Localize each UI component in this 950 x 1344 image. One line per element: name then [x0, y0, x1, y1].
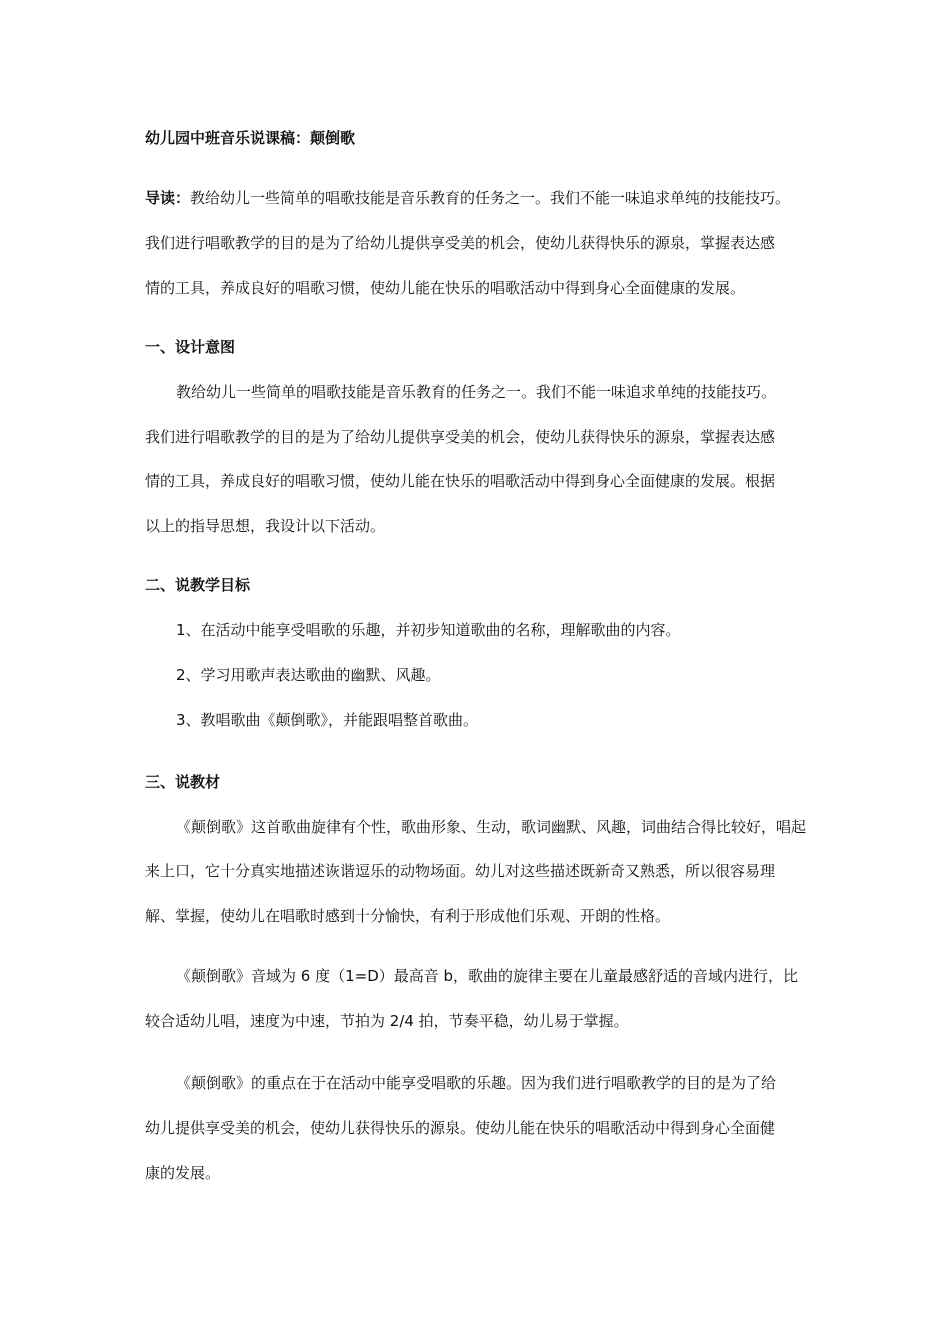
objective-item: 3、教唱歌曲《颠倒歌》，并能跟唱整首歌曲。: [176, 711, 479, 729]
intro-line-3: 情的工具，养成良好的唱歌习惯，使幼儿能在快乐的唱歌活动中得到身心全面健康的发展。: [145, 279, 746, 297]
section-1-line-1: 教给幼儿一些简单的唱歌技能是音乐教育的任务之一。我们不能一味追求单纯的技能技巧。: [176, 383, 777, 401]
section-3-heading: 三、说教材: [145, 773, 221, 791]
objective-item: 1、在活动中能享受唱歌的乐趣，并初步知道歌曲的名称，理解歌曲的内容。: [176, 621, 681, 639]
intro-line-1: [145, 188, 790, 208]
section-3-para3-line-1: 《颠倒歌》的重点在于在活动中能享受唱歌的乐趣。因为我们进行唱歌教学的目的是为了给: [176, 1074, 777, 1092]
intro-text-1: 教给幼儿一些简单的唱歌技能是音乐教育的任务之一。我们不能一味追求单纯的技能技巧。: [190, 189, 791, 207]
section-3-para1-line-1: 《颠倒歌》这首歌曲旋律有个性，歌曲形象、生动，歌词幽默、风趣，词曲结合得比较好，唱起: [176, 818, 807, 836]
section-1-line-3: 情的工具，养成良好的唱歌习惯，使幼儿能在快乐的唱歌活动中得到身心全面健康的发展。根据: [145, 472, 776, 490]
intro-label: 导读：: [145, 189, 191, 207]
document-title: 幼儿园中班音乐说课稿：颠倒歌: [145, 129, 356, 147]
section-3-para3-line-2: 幼儿提供享受美的机会，使幼儿获得快乐的源泉。使幼儿能在快乐的唱歌活动中得到身心全面健: [145, 1119, 776, 1137]
section-3-para2-line-2: 较合适幼儿唱，速度为中速，节拍为 2/4 拍，节奏平稳，幼儿易于掌握。: [145, 1012, 629, 1030]
section-1-line-2: 我们进行唱歌教学的目的是为了给幼儿提供享受美的机会，使幼儿获得快乐的源泉，掌握表达感: [145, 428, 776, 446]
section-2-heading: 二、说教学目标: [145, 576, 251, 594]
section-3-para3-line-3: 康的发展。: [145, 1164, 221, 1182]
section-3-para2-line-1: 《颠倒歌》音域为 6 度（1=D）最高音 b，歌曲的旋律主要在儿童最感舒适的音域内进行，比: [176, 967, 799, 985]
section-1-line-4: 以上的指导思想，我设计以下活动。: [145, 517, 386, 535]
section-3-para1-line-2: 来上口，它十分真实地描述诙谐逗乐的动物场面。幼儿对这些描述既新奇又熟悉，所以很容易理: [145, 862, 776, 880]
section-3-para1-line-3: 解、掌握，使幼儿在唱歌时感到十分愉快，有利于形成他们乐观、开朗的性格。: [145, 907, 671, 925]
section-1-heading: 一、设计意图: [145, 338, 236, 356]
intro-line-2: 我们进行唱歌教学的目的是为了给幼儿提供享受美的机会，使幼儿获得快乐的源泉，掌握表达感: [145, 234, 776, 252]
objective-item: 2、学习用歌声表达歌曲的幽默、风趣。: [176, 666, 441, 684]
